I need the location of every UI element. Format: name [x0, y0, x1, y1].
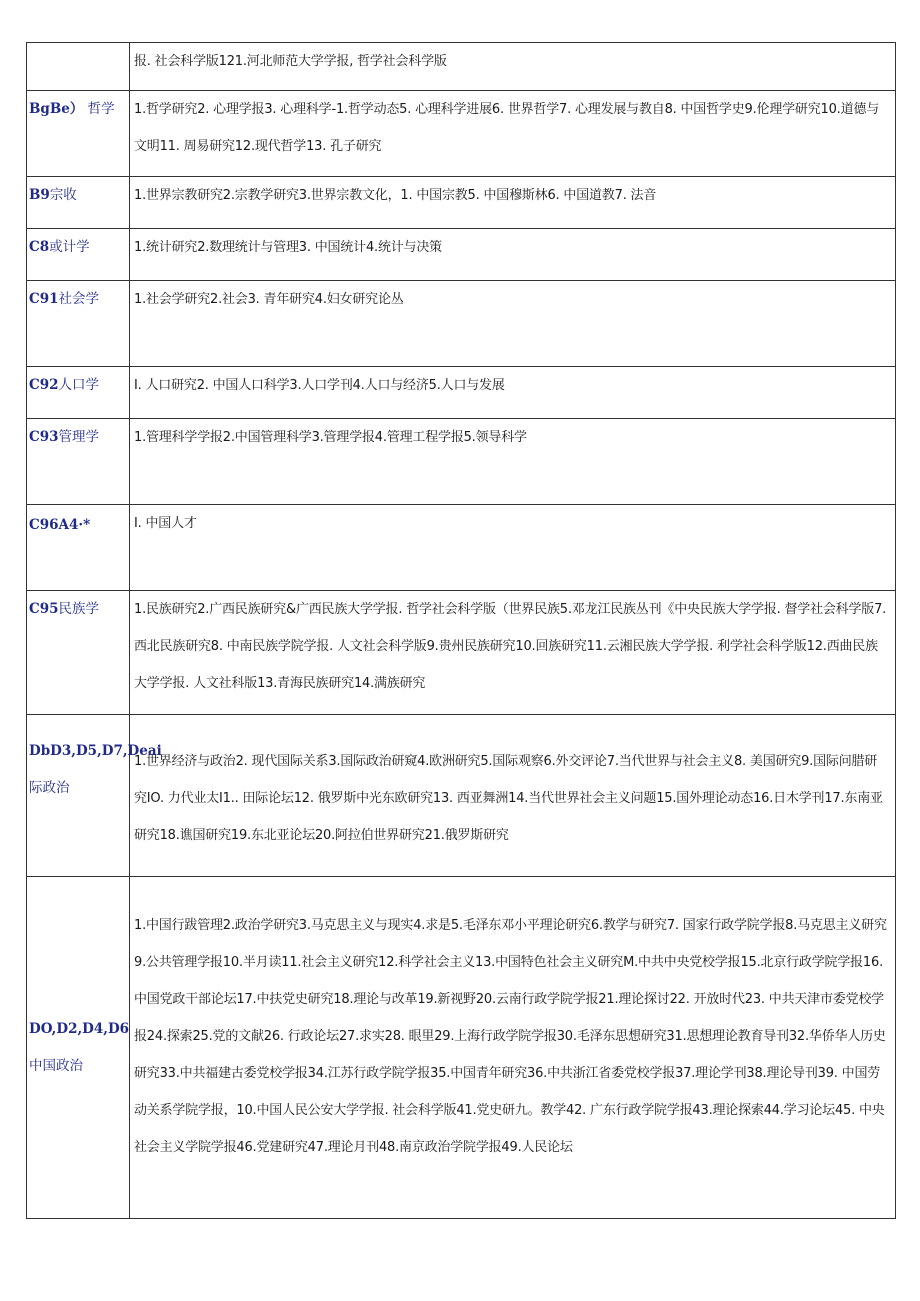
- journal-list: 1.中国行跋管理2.政治学研究3.马克思主义与现实4.求是5.毛泽东邓小平理论研究6.教学与研究7. 国家行政学院学报8.马克思主义研究9.公共管理学报10.半月读11.社会主义研究12.科学社会主义13.中国特色社会主义研究M.中共中央党校学报15.北京行政学院学报16. 中国党政干部论坛17.中扶党史研究18.理论与改革19.新视野20.云南行政学院学报21.理论探讨22. 开放时代23. 中共天津市委党校学报24.探索25.党的文献26. 行政论坛27.求实28. 眼里29.上海行政学院学报30.毛泽东思想研究31.思想理论教育导刊32.华侨华人历史研究33.中共福建古委党校学报34.江苏行政学院学报35.中国青年研究36.中共浙江省委党校学报37.理论学刊38.理论导刊39. 中国劳动关系学院学报，10.中国人民公安大学学报. 社会科学版41.党史研九。教学42. 广东行政学院学报43.理论探索44.学习论坛45. 中央社会主义学院学报46.党建研究47.理论月刊48.南京政治学院学报49.人民论坛: [134, 918, 887, 1155]
- table-row: [27, 177, 896, 229]
- table-row: [27, 367, 896, 419]
- table-row: [27, 419, 896, 505]
- journal-list-cell: [130, 229, 896, 281]
- journal-list-cell: [130, 91, 896, 177]
- category-code: C93管理学: [29, 429, 100, 445]
- journal-list: 1.世界宗教研究2.宗教学研究3.世界宗教文化，1. 中国宗教5. 中国穆斯林6. 中国道教7. 法音: [134, 188, 657, 203]
- category-code-cell: [27, 367, 130, 419]
- category-code-cell: [27, 715, 162, 877]
- category-code: C95民族学: [29, 601, 100, 617]
- table-row: [27, 91, 896, 177]
- journal-list: 1.统计研究2.数理统计与管理3. 中国统计4.统计与决策: [134, 240, 442, 255]
- journal-list-cell: [130, 367, 896, 419]
- category-code: BgBe） 哲学: [29, 101, 115, 117]
- table-row: [27, 877, 896, 1219]
- table-row: [27, 281, 896, 367]
- table-row: [27, 43, 896, 91]
- category-code-cell: [27, 91, 130, 177]
- category-code-cell: [27, 505, 130, 591]
- journal-list: I. 人口研究2. 中国人口科学3.人口学刊4.人口与经济5.人口与发展: [134, 378, 505, 393]
- category-code: B9宗收: [29, 187, 77, 203]
- category-code-cell: [27, 177, 130, 229]
- journal-list-cell: [130, 505, 896, 591]
- journal-list: 1.哲学研究2. 心理学报3. 心理科学-1.哲学动态5. 心理科学进展6. 世界哲学7. 心理发展与教自8. 中国哲学史9.伦理学研究10.道德与文明11. 周易研究12.现代哲学13. 孔子研究: [134, 102, 879, 154]
- category-code-cell: [27, 229, 130, 281]
- journal-list-cell: [130, 877, 896, 1219]
- category-code-cell: [27, 281, 130, 367]
- category-code: C8或计学: [29, 239, 90, 255]
- category-code: C91社会学: [29, 291, 100, 307]
- category-code: DO,D2,D4,D6中国政治: [29, 1020, 130, 1074]
- journal-list-cell: [130, 281, 896, 367]
- category-code: C92人口学: [29, 377, 100, 393]
- journal-list-cell: [130, 715, 896, 877]
- category-code: DbD3,D5,D7,Deai际政治: [29, 743, 162, 796]
- journal-list: 1.管理科学学报2.中国管理科学3.管理学报4.管理工程学报5.领导科学: [134, 430, 527, 445]
- journal-list-cell: [130, 177, 896, 229]
- journal-list-cell: [130, 591, 896, 715]
- category-code-cell: [27, 877, 130, 1219]
- journal-list-cell: [130, 43, 896, 91]
- journal-list: 1.社会学研究2.社会3. 青年研究4.妇女研究论丛: [134, 292, 404, 307]
- table-row: [27, 715, 896, 877]
- journal-list: 报. 社会科学版121.河北师范大学学报, 哲学社会科学版: [134, 54, 447, 69]
- journal-list: 1.世界经济与政治2. 现代国际关系3.国际政治研窥4.欧洲研究5.国际观察6.外交评论7.当代世界与社会主义8. 美国研究9.国际问腊研究IO. 力代业太I1.. 田际论坛12. 俄罗斯中光东欧研究13. 西亚舞洲14.当代世界社会主义问题15.国外理论动态16.日木学刊17.东南亚研究18.谯国研究19.东北亚论坛20.阿拉伯世界研究21.俄罗斯研究: [134, 754, 883, 843]
- table-row: [27, 229, 896, 281]
- category-code-cell: [27, 591, 130, 715]
- category-code-cell: [27, 419, 130, 505]
- category-code: C96A4·*: [29, 517, 91, 533]
- journal-list: I. 中国人才: [134, 516, 197, 531]
- journal-list-cell: [130, 419, 896, 505]
- table-row: [27, 591, 896, 715]
- category-code-cell: [27, 43, 130, 91]
- journal-list: 1.民族研究2.广西民族研究&广西民族大学学报. 哲学社会科学版（世界民族5.邓龙江民族丛刊《中央民族大学学报. 督学社会科学版7.西北民族研究8. 中南民族学院学报. 人文社会科学版9.贵州民族研究10.回族研究11.云湘民族大学学报. 利学社会科学版12.西曲民族大学学报. 人文社科版13.青海民族研究14.满族研究: [134, 602, 887, 691]
- table-row: [27, 505, 896, 591]
- journal-catalog-table: [26, 42, 896, 1219]
